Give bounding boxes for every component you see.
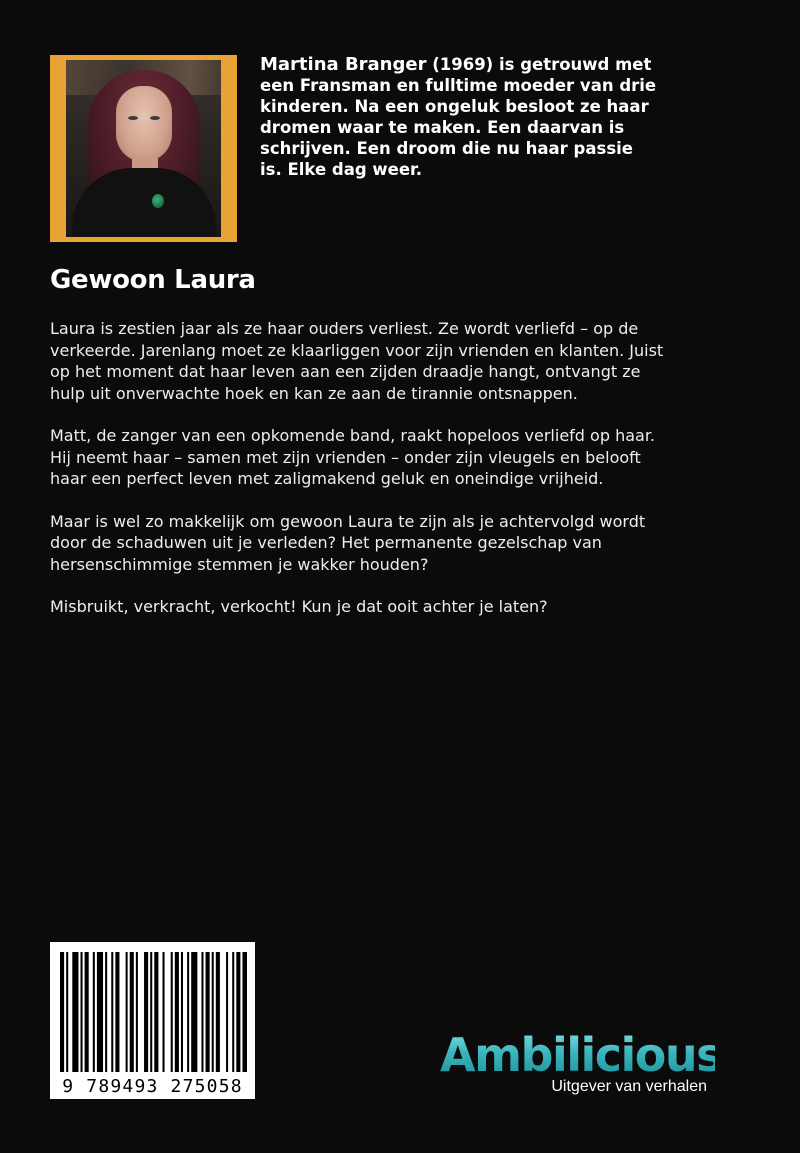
publisher-tagline: Uitgever van verhalen [551, 1078, 707, 1095]
barcode-bar [154, 952, 158, 1072]
publisher-logo [440, 1028, 723, 1096]
barcode-bar [97, 952, 103, 1072]
barcode-bar [85, 952, 89, 1072]
author-name: Martina Branger [260, 54, 427, 75]
barcode-bar [226, 952, 228, 1072]
barcode-bar [130, 952, 134, 1072]
barcode-bar [175, 952, 179, 1072]
barcode-bar [242, 952, 247, 1072]
barcode-bar [93, 952, 95, 1072]
barcode-bar [111, 952, 113, 1072]
author-bio [260, 54, 660, 180]
book-title: Gewoon Laura [50, 265, 256, 295]
barcode-bar [201, 952, 203, 1072]
barcode-bar [144, 952, 148, 1072]
blurb-paragraph: Matt, de zanger van een opkomende band, raakt hopeloos verliefd op haar. Hij neemt haar – samen met zijn vrienden – onder zijn vleugels en belooft haar een perfect leven met zaligmakend geluk en oneindige vrijheid. [50, 426, 656, 488]
barcode-bar [115, 952, 119, 1072]
barcode-bar [232, 952, 234, 1072]
barcode-bar [66, 952, 68, 1072]
barcode-bar [236, 952, 240, 1072]
blurb-paragraph: Laura is zestien jaar als ze haar ouders verliest. Ze wordt verliefd – op de verkeerde. Jarenlang moet ze klaarliggen voor zijn vrienden en klanten. Juist op het moment dat haar leven aan een zijden draadje hangt, ontvangt ze hulp uit onverwachte hoek en kan ze aan de tirannie ontsnappen. [50, 319, 664, 403]
barcode-bar [126, 952, 128, 1072]
barcode-bar [206, 952, 210, 1072]
barcode-bar [171, 952, 173, 1072]
barcode-bar [150, 952, 152, 1072]
barcode-bar [105, 952, 107, 1072]
book-blurb [50, 318, 670, 639]
blurb-paragraph: Misbruikt, verkracht, verkocht! Kun je dat ooit achter je laten? [50, 597, 548, 616]
author-bio-text: (1969) is getrouwd met een Fransman en fulltime moeder van drie kinderen. Na een ongeluk besloot ze haar dromen waar te maken. Een daarvan is schrijven. Een droom die nu haar passie is. Elke dag weer. [260, 55, 657, 179]
barcode-bar [191, 952, 197, 1072]
barcode-bar [216, 952, 220, 1072]
isbn-digits: 9 789493 275058 [62, 1076, 243, 1097]
barcode-bar [136, 952, 138, 1072]
barcode-bar [212, 952, 214, 1072]
barcode-bar [72, 952, 78, 1072]
author-photo [66, 60, 221, 237]
publisher-name: Ambilicious [440, 1028, 723, 1082]
barcode-bar [187, 952, 189, 1072]
barcode-bar [181, 952, 183, 1072]
barcode-bars [58, 952, 247, 1072]
blurb-paragraph: Maar is wel zo makkelijk om gewoon Laura te zijn als je achtervolgd wordt door de schaduwen uit je verleden? Het permanente gezelschap van hersenschimmige stemmen je wakker houden? [50, 511, 646, 574]
author-photo-frame [50, 55, 237, 242]
isbn-barcode [50, 942, 255, 1099]
barcode-bar [60, 952, 64, 1072]
barcode-bar [163, 952, 165, 1072]
barcode-bar [81, 952, 83, 1072]
